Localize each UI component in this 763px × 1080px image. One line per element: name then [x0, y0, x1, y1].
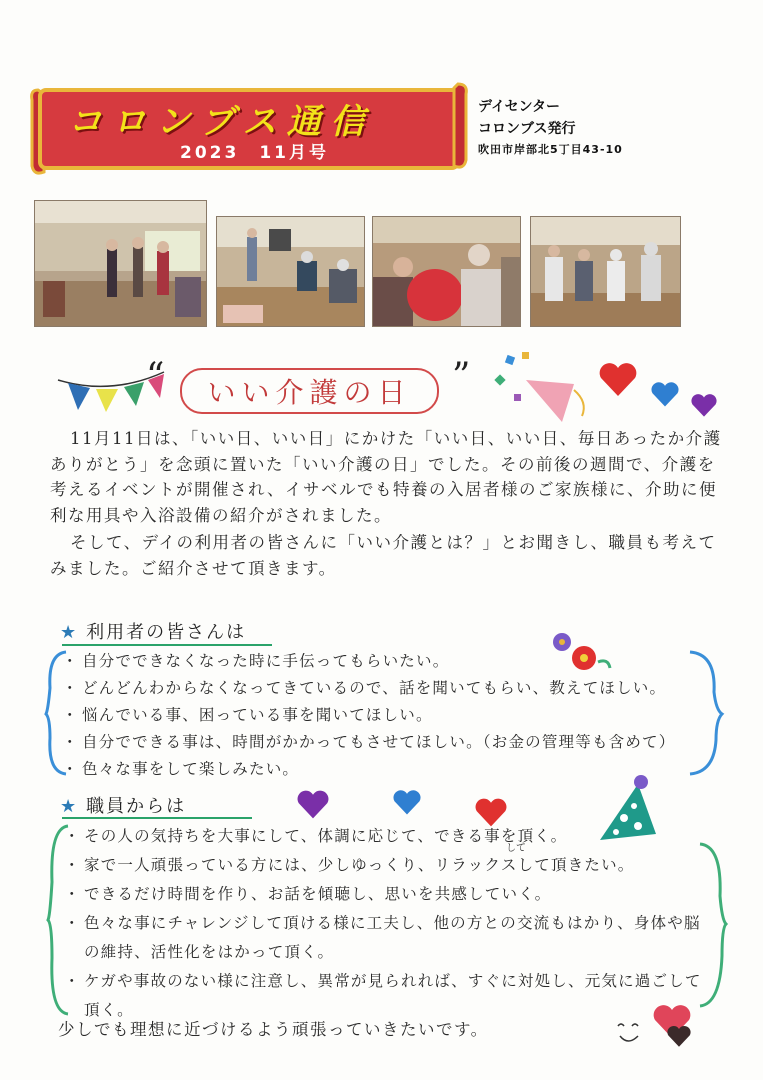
users-heading-text: 利用者の皆さんは	[86, 622, 247, 643]
heart-icon	[690, 392, 718, 418]
list-item: ・ 自分でできなくなった時に手伝ってもらいたい。	[68, 648, 708, 675]
list-item: ・ 家で一人頑張っている方には、少しゆっくり、リラックスして頂きたい。	[70, 851, 702, 880]
heart-icon	[296, 788, 330, 820]
list-item: ・ 色々な事にチャレンジして頂ける様に工夫し、他の方との交流もはかり、身体や脳の維持、活性化をはかって頂く。	[70, 909, 702, 967]
list-item: ・ 自分でできる事は、時間がかかってもさせてほしい。（お金の管理等も含めて）	[68, 729, 708, 756]
staff-heading-underline	[62, 817, 252, 819]
heart-icon	[666, 1024, 692, 1048]
inserted-note: して	[506, 843, 526, 854]
list-item: ・ どんどんわからなくなってきているので、話を聞いてもらい、教えてほしい。	[68, 675, 708, 702]
staff-comment-list	[70, 822, 702, 1025]
heart-icon	[598, 360, 638, 398]
open-quote-mark: “	[146, 356, 165, 397]
star-icon: ★	[60, 622, 79, 643]
list-item: ・ ケガや事故のない様に注意し、異常が見られれば、すぐに対処し、元気に過ごして頂く。	[70, 967, 702, 1025]
photo-seated-exercise	[530, 216, 681, 327]
intro-paragraph-2: そして、デイの利用者の皆さんに「いい介護とは？」とお聞きし、職員も考えてみました。ご紹介させて頂きます。	[50, 533, 717, 578]
heart-icon	[650, 380, 680, 408]
publisher-line1: デイセンター	[478, 99, 561, 115]
staff-section-heading	[60, 792, 186, 818]
staff-heading-text: 職員からは	[86, 796, 187, 817]
users-comment-list	[68, 648, 708, 783]
party-popper-icon	[492, 350, 602, 430]
list-item: ・ 悩んでいる事、困っている事を聞いてほしい。	[68, 702, 708, 729]
publisher-address: 吹田市岸部北5丁目43-10	[478, 143, 623, 156]
intro-text	[50, 426, 730, 581]
event-title-box	[160, 360, 460, 416]
list-item: ・ その人の気持ちを大事にして、体調に応じて、できる事を頂く。	[70, 822, 702, 851]
close-quote-mark: ”	[452, 356, 471, 397]
intro-paragraph-1: 11月11日は、「いい日、いい日」にかけた「いい日、いい日、毎日あったか介護ありがとう」を念頭に置いた「いい介護の日」でした。その前後の週間で、介護を考えるイベントが開催され、イサベルでも特養の入居者様のご家族様に、介助に便利な用具や入浴設備の紹介がされました。	[50, 429, 722, 525]
list-item: ・ 色々な事をして楽しみたい。	[68, 756, 708, 783]
publisher-info	[478, 96, 623, 160]
users-section-heading	[60, 618, 246, 644]
heart-icon	[392, 788, 422, 816]
photo-wheelchair-exercise	[216, 216, 365, 327]
event-title: いい介護の日	[180, 368, 439, 414]
newsletter-banner	[30, 80, 468, 176]
photo-balloon-activity	[372, 216, 521, 327]
closing-message: 少しでも理想に近づけるよう頑張っていきたいです。	[58, 1020, 489, 1039]
issue-date: 2023 11月号	[180, 143, 329, 163]
star-icon: ★	[60, 796, 79, 817]
list-item: ・ できるだけ時間を作り、お話を傾聴し、思いを共感していく。	[70, 880, 702, 909]
publisher-line2: コロンブス発行	[478, 121, 576, 137]
newsletter-title: コロンブス通信	[68, 102, 375, 142]
photo-group-exercise	[34, 200, 207, 327]
smiley-icon	[612, 1018, 646, 1048]
users-heading-underline	[62, 644, 272, 646]
